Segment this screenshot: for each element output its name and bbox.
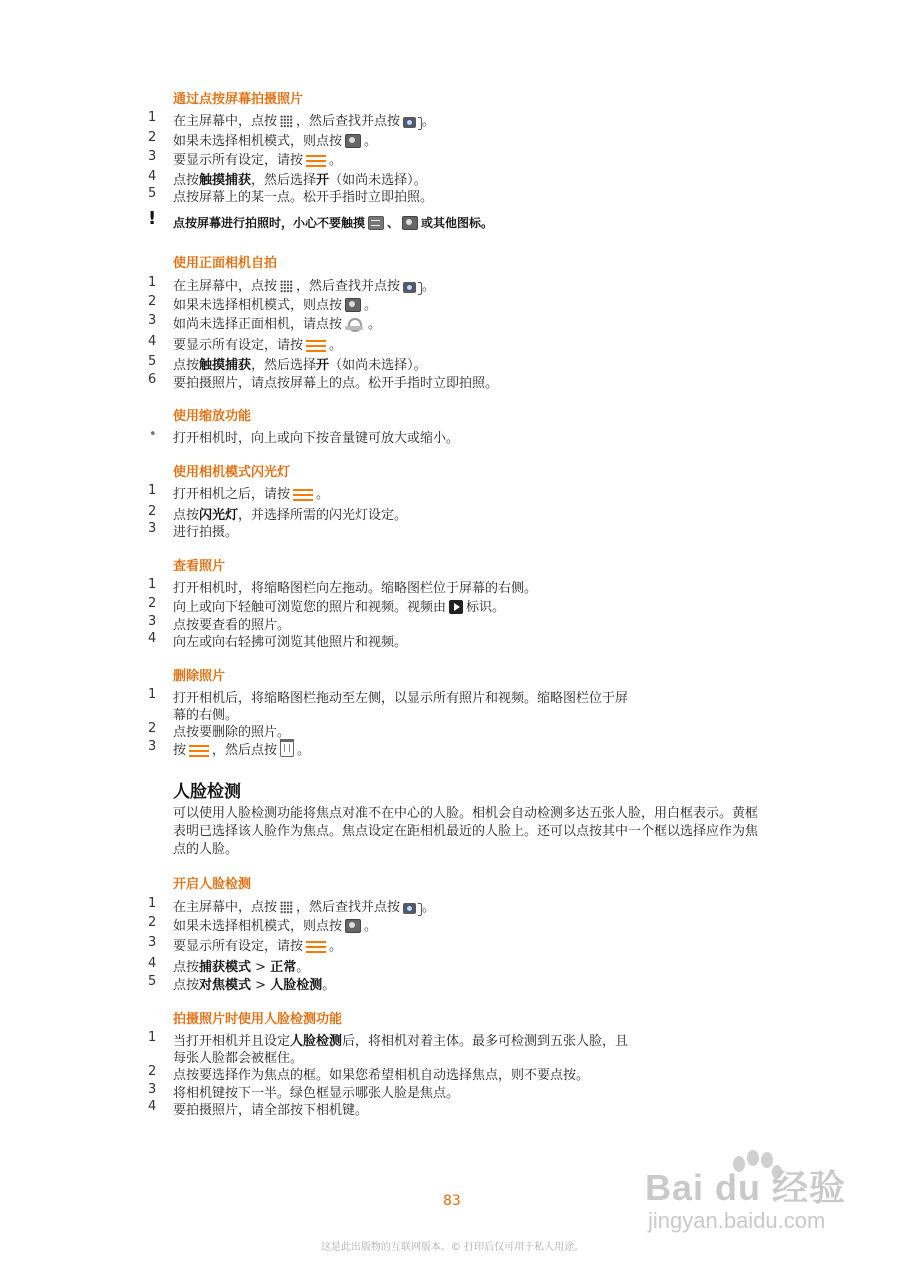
bold-term: 人脸检测 [270, 978, 323, 993]
bold-term: 闪光灯 [199, 508, 239, 523]
step-text: 。 [364, 134, 378, 149]
face-detection-body: 可以使用人脸检测功能将焦点对准不在中心的人脸。相机会自动检测多达五张人脸，用白框表示。黄框表明已选择该人脸作为焦点。焦点设定在距相机最近的人脸上。还可以点按其中一个框以选择应作为焦点的人脸。 [173, 806, 759, 857]
step-text: 。 [422, 279, 436, 294]
step-flash-1 [173, 483, 329, 502]
step-number: 3 [148, 521, 157, 536]
heading-use-face: 拍摄照片时使用人脸检测功能 [173, 1012, 343, 1027]
bold-term: 开 [316, 358, 330, 373]
step-number: 1 [148, 577, 157, 592]
step-text: > [251, 978, 271, 993]
heading-view-photos: 查看照片 [173, 559, 226, 574]
step-text: ，然后点按 [212, 743, 278, 758]
step-use-3: 将相机键按下一半。绿色框显示哪张人脸是焦点。 [173, 1086, 460, 1101]
heading-zoom: 使用缩放功能 [173, 409, 252, 424]
touch-capture-note [173, 214, 493, 231]
step-view-4: 向左或向右轻拂可浏览其他照片和视频。 [173, 635, 408, 650]
step-text: 如果未选择相机模式，则点按 [173, 134, 343, 149]
step-text: 在主屏幕中，点按 [173, 279, 278, 294]
step-front-2 [173, 294, 377, 313]
step-text: 按 [173, 743, 187, 758]
warning-icon: ! [148, 208, 157, 229]
step-text: 点按 [173, 173, 200, 188]
apps-grid-icon [280, 115, 293, 128]
step-text: 。 [364, 298, 378, 313]
step-number: 2 [148, 294, 157, 309]
step-delete-3 [173, 739, 310, 758]
step-touch-5: 点按屏幕上的某一点。松开手指时立即拍照。 [173, 190, 434, 205]
step-text: （如尚未选择）。 [329, 358, 427, 373]
step-number: 5 [148, 974, 157, 989]
step-text: ，然后查找并点按 [296, 114, 401, 129]
camera-mode-icon [345, 919, 361, 933]
step-text: 。 [329, 939, 343, 954]
camera-mode-icon [402, 216, 418, 230]
bullet-mark: • [149, 427, 157, 442]
step-text: ，然后选择 [251, 358, 317, 373]
step-front-1 [173, 275, 435, 294]
step-text: 向上或向下轻触可浏览您的照片和视频。视频由 [173, 600, 447, 615]
heading-touch-capture: 通过点按屏幕拍摄照片 [173, 92, 304, 107]
step-number: 3 [148, 614, 157, 629]
camera-mode-icon [345, 298, 361, 312]
step-number: 2 [148, 596, 157, 611]
step-text: > [251, 960, 271, 975]
step-number: 5 [148, 354, 157, 369]
step-enable-2 [173, 915, 377, 934]
step-number: 1 [148, 1030, 157, 1045]
bold-term: 触摸捕获 [199, 173, 252, 188]
step-number: 2 [148, 1064, 157, 1079]
bold-term: 人脸检测 [290, 1034, 343, 1049]
step-number: 6 [148, 372, 157, 387]
step-text: 。 [364, 919, 378, 934]
step-use-2: 点按要选择作为焦点的框。如果您希望相机自动选择焦点，则不要点按。 [173, 1068, 590, 1083]
step-number: 3 [148, 935, 157, 950]
step-number: 1 [148, 483, 157, 498]
step-number: 2 [148, 721, 157, 736]
watermark-logo: Bai du 经验 [645, 1167, 847, 1208]
step-text: ，并选择所需的闪光灯设定。 [238, 508, 408, 523]
step-text: ，然后查找并点按 [296, 900, 401, 915]
step-text: 。 [297, 743, 311, 758]
step-enable-3 [173, 935, 342, 954]
menu-icon [306, 153, 326, 168]
step-front-4 [173, 334, 342, 353]
step-enable-5 [173, 974, 335, 993]
step-number: 2 [148, 915, 157, 930]
step-text: 如果未选择相机模式，则点按 [173, 298, 343, 313]
note-text: 点按屏幕进行拍照时，小心不要触摸 [173, 216, 366, 230]
menu-icon [306, 939, 326, 954]
step-front-3 [173, 313, 381, 332]
scene-icon [368, 216, 384, 230]
baidu-watermark [640, 1160, 870, 1240]
step-text: 当打开相机并且设定 [173, 1034, 291, 1049]
step-enable-4 [173, 956, 309, 975]
step-number: 1 [148, 896, 157, 911]
step-number: 1 [148, 687, 157, 702]
step-number: 4 [148, 956, 157, 971]
step-number: 3 [148, 739, 157, 754]
step-number: 1 [148, 275, 157, 290]
heading-delete-photo: 删除照片 [173, 669, 226, 684]
step-number: 4 [148, 334, 157, 349]
step-front-5 [173, 354, 427, 373]
step-use-1-cont: 每张人脸都会被框住。 [173, 1051, 304, 1066]
step-number: 1 [148, 110, 157, 125]
step-view-1: 打开相机时，将缩略图栏向左拖动。缩略图栏位于屏幕的右侧。 [173, 581, 538, 596]
step-number: 4 [148, 1099, 157, 1114]
step-flash-3: 进行拍摄。 [173, 525, 239, 540]
camera-app-icon [403, 282, 416, 293]
step-use-4: 要拍摄照片，请全部按下相机键。 [173, 1103, 369, 1118]
step-text: 要显示所有设定，请按 [173, 939, 304, 954]
step-front-6: 要拍摄照片，请点按屏幕上的点。松开手指时立即拍照。 [173, 376, 499, 391]
step-text: ，然后查找并点按 [296, 279, 401, 294]
trash-icon [280, 739, 294, 757]
step-view-3: 点按要查看的照片。 [173, 618, 291, 633]
heading-face-detection: 人脸检测 [173, 782, 241, 802]
step-number: 3 [148, 149, 157, 164]
step-text: 在主屏幕中，点按 [173, 114, 278, 129]
step-number: 2 [148, 504, 157, 519]
bold-term: 对焦模式 [199, 978, 252, 993]
step-text: 。 [422, 114, 436, 129]
heading-flash: 使用相机模式闪光灯 [173, 465, 291, 480]
step-text: 标识。 [466, 600, 506, 615]
step-enable-1 [173, 896, 435, 915]
step-view-2 [173, 596, 505, 615]
heading-front-camera: 使用正面相机自拍 [173, 256, 278, 271]
step-text: 后，将相机对着主体。最多可检测到五张人脸，且 [342, 1034, 629, 1049]
step-text: 点按 [173, 978, 200, 993]
front-camera-icon [345, 318, 365, 331]
bold-term: 开 [316, 173, 330, 188]
note-text: 、 [387, 216, 400, 230]
menu-icon [189, 743, 209, 758]
page-number: 83 [443, 1193, 461, 1209]
camera-app-icon [403, 117, 416, 128]
note-text: 或其他图标。 [421, 216, 494, 230]
menu-icon [306, 338, 326, 353]
watermark-url: jingyan.baidu.com [648, 1208, 826, 1233]
step-number: 2 [148, 130, 157, 145]
step-number: 5 [148, 186, 157, 201]
step-text: 。 [422, 900, 436, 915]
step-delete-1: 打开相机后，将缩略图栏拖动至左侧，以显示所有照片和视频。缩略图栏位于屏 [173, 691, 629, 706]
heading-enable-face: 开启人脸检测 [173, 877, 252, 892]
step-text: 要显示所有设定，请按 [173, 338, 304, 353]
step-text: （如尚未选择）。 [329, 173, 427, 188]
step-number: 4 [148, 631, 157, 646]
step-text: 。 [296, 960, 310, 975]
step-text: 。 [329, 153, 343, 168]
step-text: 点按 [173, 358, 200, 373]
step-touch-3 [173, 149, 342, 168]
apps-grid-icon [280, 901, 293, 914]
step-text: 。 [322, 978, 336, 993]
step-text: 在主屏幕中，点按 [173, 900, 278, 915]
menu-icon [293, 487, 313, 502]
step-text: 。 [368, 317, 382, 332]
step-number: 3 [148, 1082, 157, 1097]
footer-notice: 这是此出版物的互联网版本。© 打印后仅可用于私人用途。 [320, 1242, 585, 1253]
camera-mode-icon [345, 134, 361, 148]
step-delete-1-cont: 幕的右侧。 [173, 708, 239, 723]
step-text: 打开相机之后，请按 [173, 487, 291, 502]
step-text: 如尚未选择正面相机，请点按 [173, 317, 343, 332]
zoom-text: 打开相机时，向上或向下按音量键可放大或缩小。 [173, 431, 460, 446]
step-touch-1 [173, 110, 435, 129]
step-text: 。 [329, 338, 343, 353]
bold-term: 正常 [270, 960, 297, 975]
step-text: 要显示所有设定，请按 [173, 153, 304, 168]
video-play-icon [449, 600, 463, 614]
camera-app-icon [403, 903, 416, 914]
step-touch-2 [173, 130, 377, 149]
step-text: 点按 [173, 508, 200, 523]
apps-grid-icon [280, 280, 293, 293]
step-text: 。 [316, 487, 330, 502]
step-text: 如果未选择相机模式，则点按 [173, 919, 343, 934]
step-number: 3 [148, 313, 157, 328]
step-text: 点按 [173, 960, 200, 975]
step-delete-2: 点按要删除的照片。 [173, 725, 291, 740]
bold-term: 触摸捕获 [199, 358, 252, 373]
step-text: ，然后选择 [251, 173, 317, 188]
bold-term: 捕获模式 [199, 960, 252, 975]
step-number: 4 [148, 169, 157, 184]
